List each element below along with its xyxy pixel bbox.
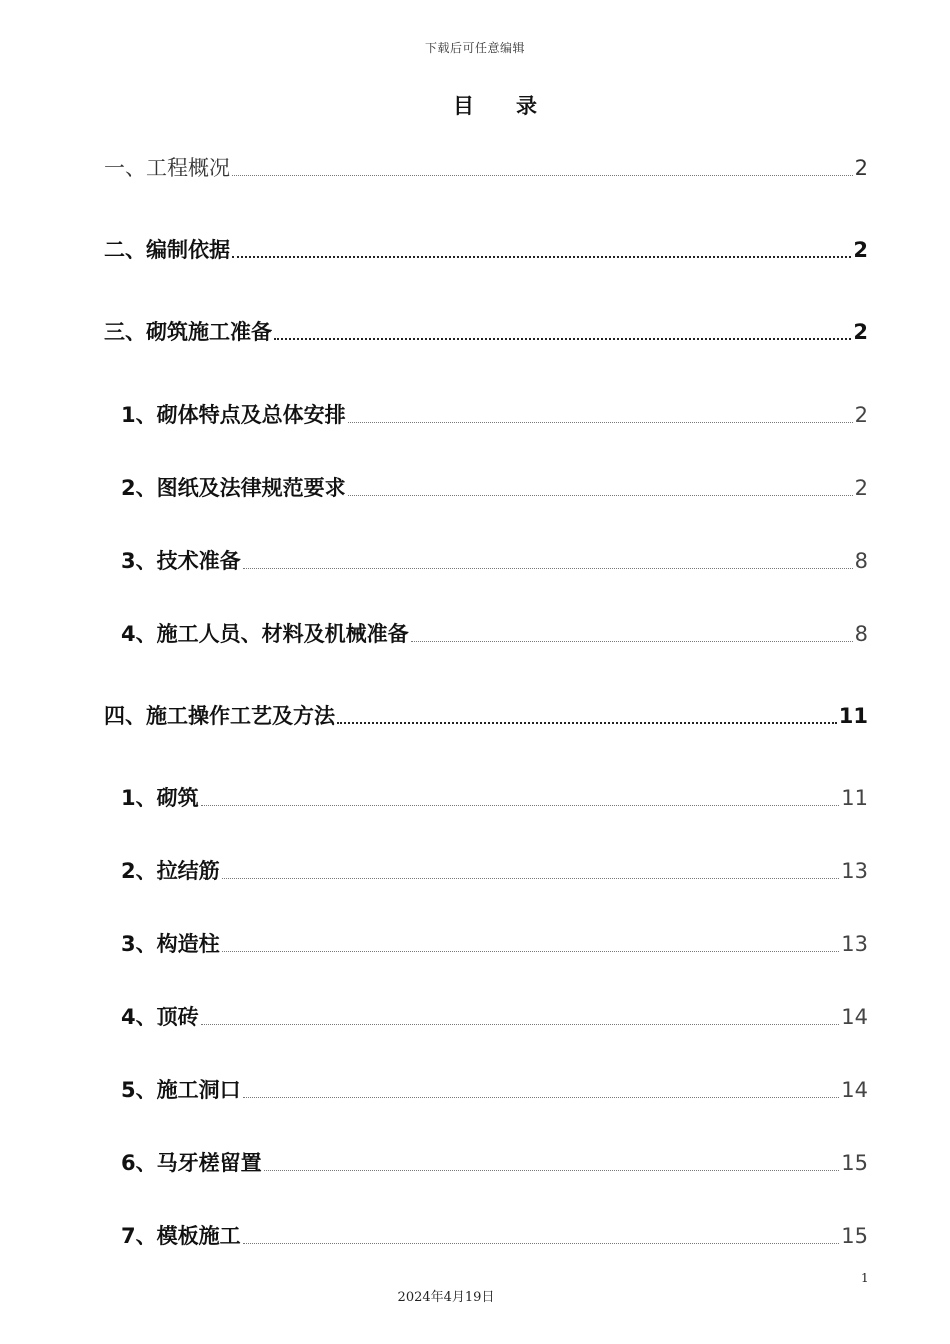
toc-entry-page: 11 [838, 704, 868, 728]
toc-title-char-2: 录 [516, 94, 537, 118]
toc-dot-leader [243, 1243, 840, 1244]
toc-entry-page: 15 [841, 1224, 868, 1248]
toc-entry[interactable] [104, 699, 868, 733]
toc-entry[interactable] [121, 1219, 868, 1253]
toc-entry-page: 8 [854, 622, 868, 646]
toc-entry[interactable] [121, 1073, 868, 1107]
toc-entry-label: 三、砌筑施工准备 [104, 320, 272, 344]
toc-entry-label: 5、施工洞口 [121, 1078, 241, 1102]
toc-dot-leader [243, 568, 853, 569]
toc-entry[interactable] [104, 233, 868, 267]
toc-entry-label: 7、模板施工 [121, 1224, 241, 1248]
toc-dot-leader [411, 641, 853, 642]
toc-entry-label: 四、施工操作工艺及方法 [104, 704, 335, 728]
toc-dot-leader [348, 422, 853, 423]
toc-entry-label: 4、施工人员、材料及机械准备 [121, 622, 409, 646]
toc-entry-page: 8 [854, 549, 868, 573]
toc-entry[interactable] [121, 1146, 868, 1180]
toc-dot-leader [222, 878, 840, 879]
toc-entry-label: 4、顶砖 [121, 1005, 199, 1029]
toc-entry[interactable] [121, 398, 868, 432]
toc-dot-leader [232, 175, 853, 176]
toc-entry[interactable] [121, 927, 868, 961]
toc-entry[interactable] [104, 315, 868, 349]
toc-entry-label: 6、马牙槎留置 [121, 1151, 262, 1175]
toc-entry[interactable] [121, 854, 868, 888]
toc-entry-label: 一、工程概况 [104, 156, 230, 180]
toc-dot-leader [337, 722, 837, 724]
toc-entry-page: 2 [853, 238, 868, 262]
page-header: 下载后可任意编辑 [424, 41, 525, 55]
toc-entry-label: 2、图纸及法律规范要求 [121, 476, 346, 500]
toc-entry-page: 14 [841, 1005, 868, 1029]
toc-entry-page: 2 [854, 156, 868, 180]
toc-entry-label: 3、技术准备 [121, 549, 241, 573]
toc-entry-page: 15 [841, 1151, 868, 1175]
toc-entry-page: 14 [841, 1078, 868, 1102]
toc-entry-page: 2 [853, 320, 868, 344]
toc-entry[interactable] [121, 1000, 868, 1034]
toc-entry-page: 13 [841, 932, 868, 956]
toc-dot-leader [264, 1170, 840, 1171]
toc-entry-label: 1、砌体特点及总体安排 [121, 403, 346, 427]
toc-entry-label: 2、拉结筋 [121, 859, 220, 883]
toc-entry[interactable] [104, 151, 868, 185]
toc-entry-label: 1、砌筑 [121, 786, 199, 810]
toc-entry[interactable] [121, 544, 868, 578]
toc-dot-leader [201, 1024, 840, 1025]
toc-dot-leader [274, 338, 851, 340]
toc-title-char-1: 目 [453, 94, 474, 118]
page-footer-date: 2024年4月19日 [397, 1290, 495, 1305]
toc-dot-leader [201, 805, 840, 806]
toc-entry[interactable] [121, 781, 868, 815]
toc-dot-leader [348, 495, 853, 496]
toc-entry-page: 11 [841, 786, 868, 810]
toc-dot-leader [243, 1097, 840, 1098]
toc-dot-leader [222, 951, 840, 952]
toc-entry-label: 3、构造柱 [121, 932, 220, 956]
toc-entry-page: 2 [854, 476, 868, 500]
toc-entry-page: 13 [841, 859, 868, 883]
page-number: 1 [861, 1271, 869, 1285]
toc-entry[interactable] [121, 471, 868, 505]
toc-entry[interactable] [121, 617, 868, 651]
toc-dot-leader [232, 256, 851, 258]
toc-entry-page: 2 [854, 403, 868, 427]
toc-entry-label: 二、编制依据 [104, 238, 230, 262]
